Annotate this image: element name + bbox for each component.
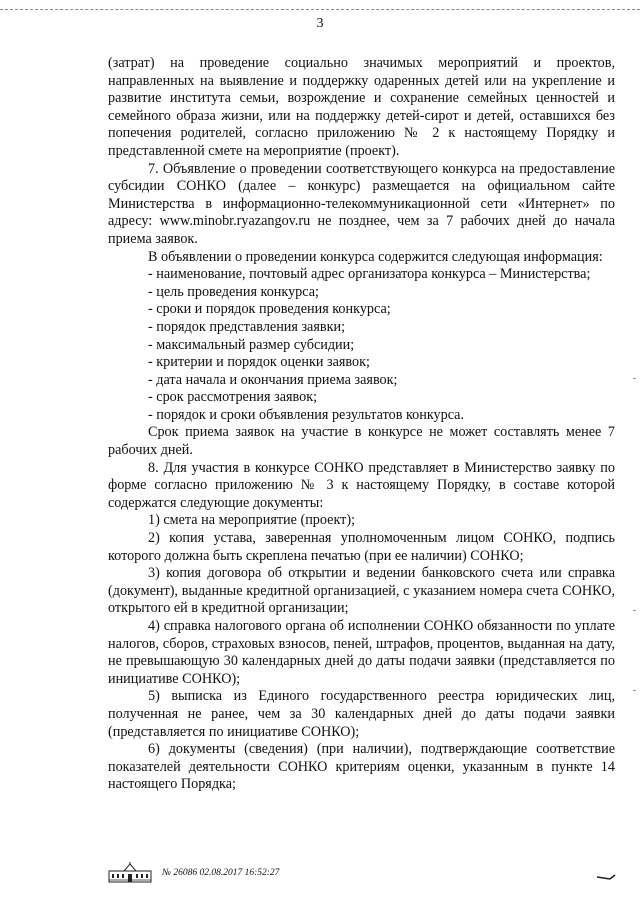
list-item: - критерии и порядок оценки заявок; xyxy=(148,354,370,371)
document-item: 3) копия договора об открытии и ведении банковского счета или справка (документ), выданные кредитной организацией, с указанием номера счета СОНКО, открытого ей в кредитной организации; xyxy=(108,565,615,617)
list-item: - порядок и сроки объявления результатов конкурса. xyxy=(148,406,465,423)
list-item: - срок рассмотрения заявок; xyxy=(148,389,318,406)
paragraph-deadline: Срок приема заявок на участие в конкурсе не может составлять менее 7 рабочих дней. xyxy=(108,424,615,459)
list-item: - максимальный размер субсидии; xyxy=(148,336,355,353)
scan-edge-mark xyxy=(633,690,636,691)
document-body xyxy=(108,55,615,794)
document-item: 1) смета на мероприятие (проект); xyxy=(148,512,356,529)
paragraph-8: 8. Для участия в конкурсе СОНКО представляет в Министерство заявку по форме согласно приложению № 3 к настоящему Порядку, в составе которой содержатся следующие документы: xyxy=(108,459,615,511)
paragraph-intro: (затрат) на проведение социально значимых мероприятий и проектов, направленных на выявление и поддержку одаренных детей или на укрепление и развитие института семьи, возрождение и сохранение семейных ценностей и семейного образа жизни, или на поддержку детей-сирот и детей, оставшихся без попечения родителей, согласно приложению № 2 к настоящему Порядку и представленной смете на мероприятие (проект). xyxy=(108,55,615,159)
document-item: 4) справка налогового органа об исполнении СОНКО обязанности по уплате налогов, сборов, страховых взносов, пеней, штрафов, процентов, выданная на дату, не превышающую 30 календарных дней до даты подачи заявки (представляется по инициативе СОНКО); xyxy=(108,618,615,687)
list-item: - сроки и порядок проведения конкурса; xyxy=(148,301,391,318)
corner-mark-icon xyxy=(596,873,616,883)
paragraph-7: 7. Объявление о проведении соответствующего конкурса на предоставление субсидии СОНКО (далее – конкурс) размещается на официальном сайте Министерства в информационно-телекоммуникационной сети «Интернет» по адресу: www.minobr.ryazangov.ru не позднее, чем за 7 рабочих дней до начала приема заявок. xyxy=(108,160,615,247)
footer xyxy=(108,860,279,886)
page-number: 3 xyxy=(316,16,324,31)
list-item: - порядок представления заявки; xyxy=(148,318,346,335)
building-logo-icon xyxy=(108,862,152,884)
document-item: 6) документы (сведения) (при наличии), подтверждающие соответствие показателей деятельности СОНКО критериям оценки, указанным в пункте 14 настоящего Порядка; xyxy=(108,741,615,793)
paragraph-announcement-info: В объявлении о проведении конкурса содержится следующая информация: xyxy=(148,248,603,265)
document-item: 5) выписка из Единого государственного реестра юридических лиц, полученная не ранее, чем за 30 календарных дней до даты подачи заявки (представляется по инициативе СОНКО); xyxy=(108,688,615,740)
top-dashed-rule xyxy=(0,9,640,10)
list-item: - дата начала и окончания приема заявок; xyxy=(148,371,398,388)
registration-stamp: № 26086 02.08.2017 16:52:27 xyxy=(162,868,280,878)
list-item: - цель проведения конкурса; xyxy=(148,283,319,300)
scan-edge-mark xyxy=(633,378,636,379)
list-item: - наименование, почтовый адрес организатора конкурса – Министерства; xyxy=(148,266,591,283)
document-item: 2) копия устава, заверенная уполномоченным лицом СОНКО, подпись которого должна быть скреплена печатью (при ее наличии) СОНКО; xyxy=(108,530,615,564)
scan-edge-mark xyxy=(633,610,636,611)
